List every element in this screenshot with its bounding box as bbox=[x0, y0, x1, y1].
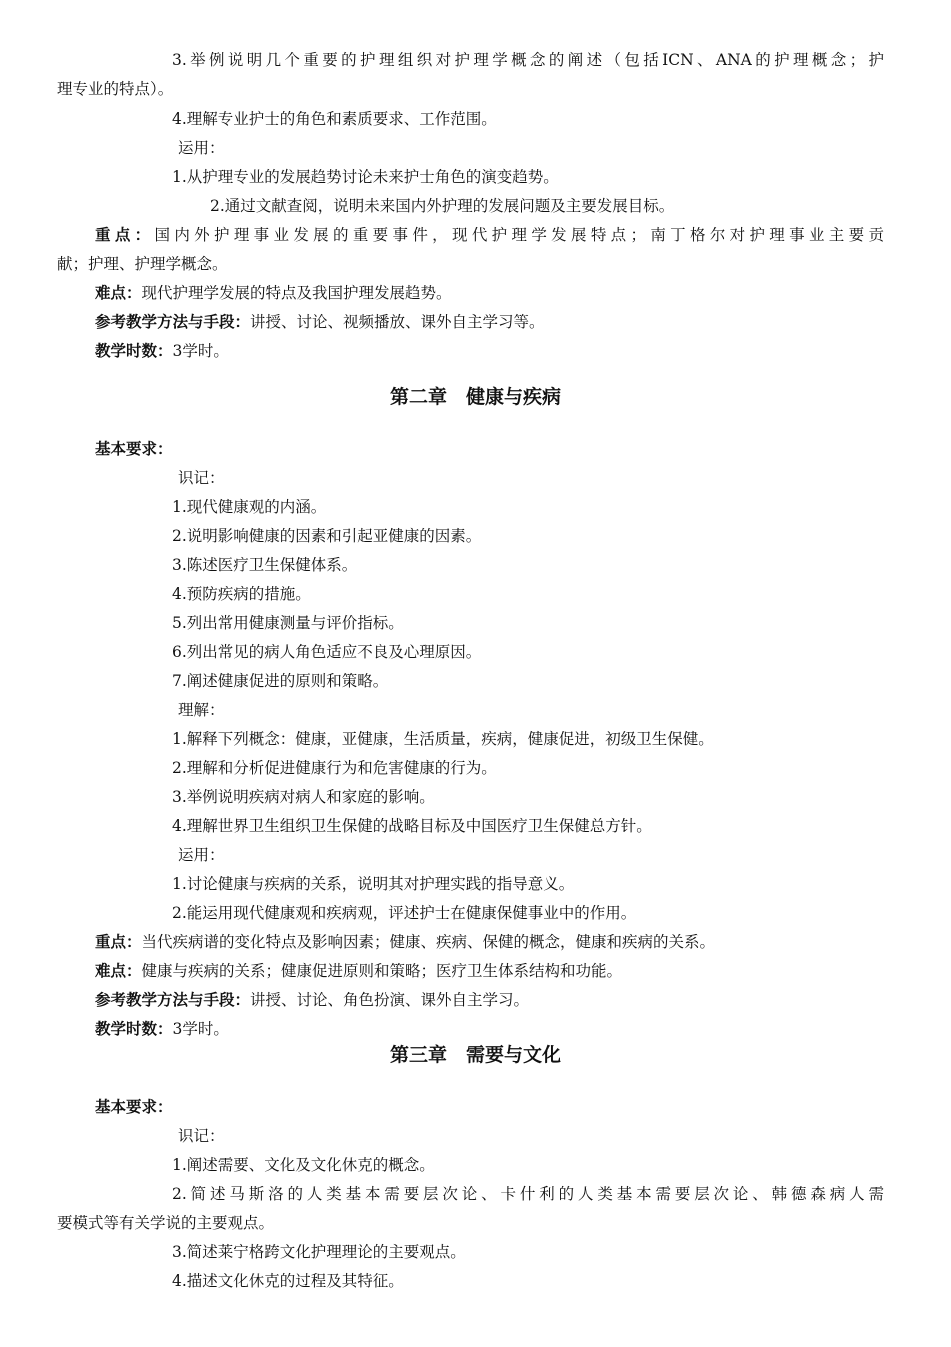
ch2-know-item-1: 1.现代健康观的内涵。 bbox=[172, 498, 327, 516]
ch1-diff-label: 难点： bbox=[95, 284, 142, 302]
ch2-key-text: 当代疾病谱的变化特点及影响因素；健康、疾病、保健的概念，健康和疾病的关系。 bbox=[141, 933, 716, 951]
ch2-apply-item-1: 1.讨论健康与疾病的关系，说明其对护理实践的指导意义。 bbox=[172, 875, 575, 893]
ch1-key-points-line2: 献；护理、护理学概念。 bbox=[57, 255, 228, 273]
ch3-requirements-label: 基本要求： bbox=[95, 1098, 173, 1116]
ch2-method-text: 讲授、讨论、角色扮演、课外自主学习。 bbox=[250, 991, 530, 1009]
ch2-difficulties bbox=[95, 961, 622, 981]
ch1-hours-label: 教学时数： bbox=[95, 342, 173, 360]
ch1-key-label: 重点： bbox=[95, 226, 155, 244]
ch1-apply-item-2: 2.通过文献查阅，说明未来国内外护理的发展问题及主要发展目标。 bbox=[210, 197, 675, 215]
ch3-know-item-1: 1.阐述需要、文化及文化休克的概念。 bbox=[172, 1156, 435, 1174]
ch2-methods bbox=[95, 990, 529, 1010]
ch1-hours bbox=[95, 341, 229, 361]
ch2-hours-text: 3学时。 bbox=[172, 1020, 229, 1038]
ch3-know-item-2-line2: 要模式等有关学说的主要观点。 bbox=[57, 1214, 275, 1232]
chapter3-title: 第三章 需要与文化 bbox=[389, 1044, 561, 1066]
ch2-apply-item-2: 2.能运用现代健康观和疾病观，评述护士在健康保健事业中的作用。 bbox=[172, 904, 637, 922]
ch2-know-item-3: 3.陈述医疗卫生保健体系。 bbox=[172, 556, 358, 574]
ch3-know-item-3: 3.简述莱宁格跨文化护理理论的主要观点。 bbox=[172, 1243, 466, 1261]
chapter2-title: 第二章 健康与疾病 bbox=[389, 386, 561, 408]
ch2-requirements-label: 基本要求： bbox=[95, 440, 173, 458]
ch2-diff-label: 难点： bbox=[95, 962, 142, 980]
ch2-hours bbox=[95, 1019, 229, 1039]
ch3-know-item-2-line1: 2.简述马斯洛的人类基本需要层次论、卡什利的人类基本需要层次论、韩德森病人需 bbox=[172, 1185, 884, 1203]
ch2-method-label: 参考教学方法与手段： bbox=[95, 991, 251, 1009]
ch1-understand-item-4: 4.理解专业护士的角色和素质要求、工作范围。 bbox=[172, 110, 497, 128]
ch2-know-item-5: 5.列出常用健康测量与评价指标。 bbox=[172, 614, 404, 632]
ch1-understand-item-3-line1: 3.举例说明几个重要的护理组织对护理学概念的阐述（包括ICN、ANA的护理概念；护 bbox=[172, 51, 884, 69]
ch2-hours-label: 教学时数： bbox=[95, 1020, 173, 1038]
ch2-key-points bbox=[95, 932, 715, 952]
ch2-understand-item-1: 1.解释下列概念：健康，亚健康，生活质量，疾病，健康促进，初级卫生保健。 bbox=[172, 730, 714, 748]
ch2-know-label: 识记： bbox=[178, 469, 225, 487]
ch1-key-points-line1 bbox=[95, 225, 884, 245]
ch2-know-item-4: 4.预防疾病的措施。 bbox=[172, 585, 311, 603]
ch1-methods bbox=[95, 312, 545, 332]
ch1-method-label: 参考教学方法与手段： bbox=[95, 313, 251, 331]
ch2-understand-label: 理解： bbox=[178, 701, 225, 719]
ch2-key-label: 重点： bbox=[95, 933, 142, 951]
ch3-know-item-4: 4.描述文化休克的过程及其特征。 bbox=[172, 1272, 404, 1290]
ch1-hours-text: 3学时。 bbox=[172, 342, 229, 360]
ch1-key-text: 国内外护理事业发展的重要事件，现代护理学发展特点；南丁格尔对护理事业主要贡 bbox=[154, 226, 884, 244]
ch2-apply-label: 运用： bbox=[178, 846, 225, 864]
ch1-method-text: 讲授、讨论、视频播放、课外自主学习等。 bbox=[250, 313, 545, 331]
ch2-understand-item-4: 4.理解世界卫生组织卫生保健的战略目标及中国医疗卫生保健总方针。 bbox=[172, 817, 652, 835]
ch1-difficulties bbox=[95, 283, 452, 303]
ch2-know-item-7: 7.阐述健康促进的原则和策略。 bbox=[172, 672, 389, 690]
ch2-know-item-6: 6.列出常见的病人角色适应不良及心理原因。 bbox=[172, 643, 482, 661]
ch1-diff-text: 现代护理学发展的特点及我国护理发展趋势。 bbox=[141, 284, 452, 302]
ch3-know-label: 识记： bbox=[178, 1127, 225, 1145]
ch1-apply-item-1: 1.从护理专业的发展趋势讨论未来护士角色的演变趋势。 bbox=[172, 168, 559, 186]
ch2-diff-text: 健康与疾病的关系；健康促进原则和策略；医疗卫生体系结构和功能。 bbox=[141, 962, 623, 980]
ch2-understand-item-2: 2.理解和分析促进健康行为和危害健康的行为。 bbox=[172, 759, 497, 777]
ch1-apply-label: 运用： bbox=[178, 139, 225, 157]
ch1-understand-item-3-line2: 理专业的特点）。 bbox=[57, 80, 174, 98]
ch2-know-item-2: 2.说明影响健康的因素和引起亚健康的因素。 bbox=[172, 527, 482, 545]
ch2-understand-item-3: 3.举例说明疾病对病人和家庭的影响。 bbox=[172, 788, 435, 806]
